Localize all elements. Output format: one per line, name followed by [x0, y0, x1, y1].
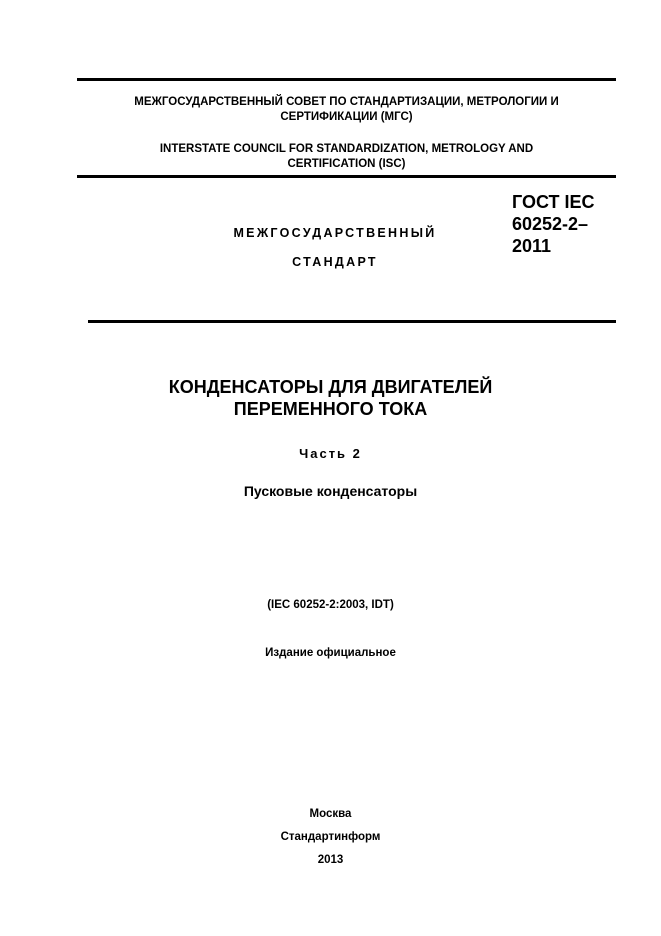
council-ru-line2: СЕРТИФИКАЦИИ (МГС): [280, 111, 413, 123]
standard-number-line1: ГОСТ IEC: [512, 192, 595, 212]
header-bottom-rule: [77, 175, 616, 178]
council-en-line2: CERTIFICATION (ISC): [287, 158, 406, 170]
standard-type-line2: СТАНДАРТ: [292, 255, 378, 269]
section-rule: [88, 320, 616, 323]
council-en-line1: INTERSTATE COUNCIL FOR STANDARDIZATION, METROLOGY AND: [159, 143, 534, 155]
title-line2: ПЕРЕМЕННОГО ТОКА: [233, 399, 428, 419]
standard-type-line1: МЕЖГОСУДАРСТВЕННЫЙ: [233, 226, 437, 240]
council-ru-line1: МЕЖГОСУДАРСТВЕННЫЙ СОВЕТ ПО СТАНДАРТИЗАЦИИ, МЕТРОЛОГИИ И: [134, 96, 559, 108]
council-name-ru: [77, 95, 616, 125]
council-name-en: [77, 142, 616, 172]
standard-number-line2: 60252-2–: [512, 214, 589, 234]
document-title: [0, 376, 661, 420]
document-subtitle: Пусковые конденсаторы: [243, 483, 418, 499]
imprint-city: Москва: [309, 808, 352, 820]
standard-number: [512, 191, 595, 257]
edition-label: Издание официальное: [265, 647, 396, 659]
imprint-year: 2013: [317, 854, 344, 866]
title-line1: КОНДЕНСАТОРЫ ДЛЯ ДВИГАТЕЛЕЙ: [168, 377, 493, 397]
iec-reference: (IEC 60252-2:2003, IDT): [267, 599, 394, 611]
standard-number-line3: 2011: [512, 236, 552, 256]
top-rule: [77, 78, 616, 81]
part-label: Часть 2: [299, 446, 362, 461]
imprint-publisher: Стандартинформ: [280, 831, 381, 843]
